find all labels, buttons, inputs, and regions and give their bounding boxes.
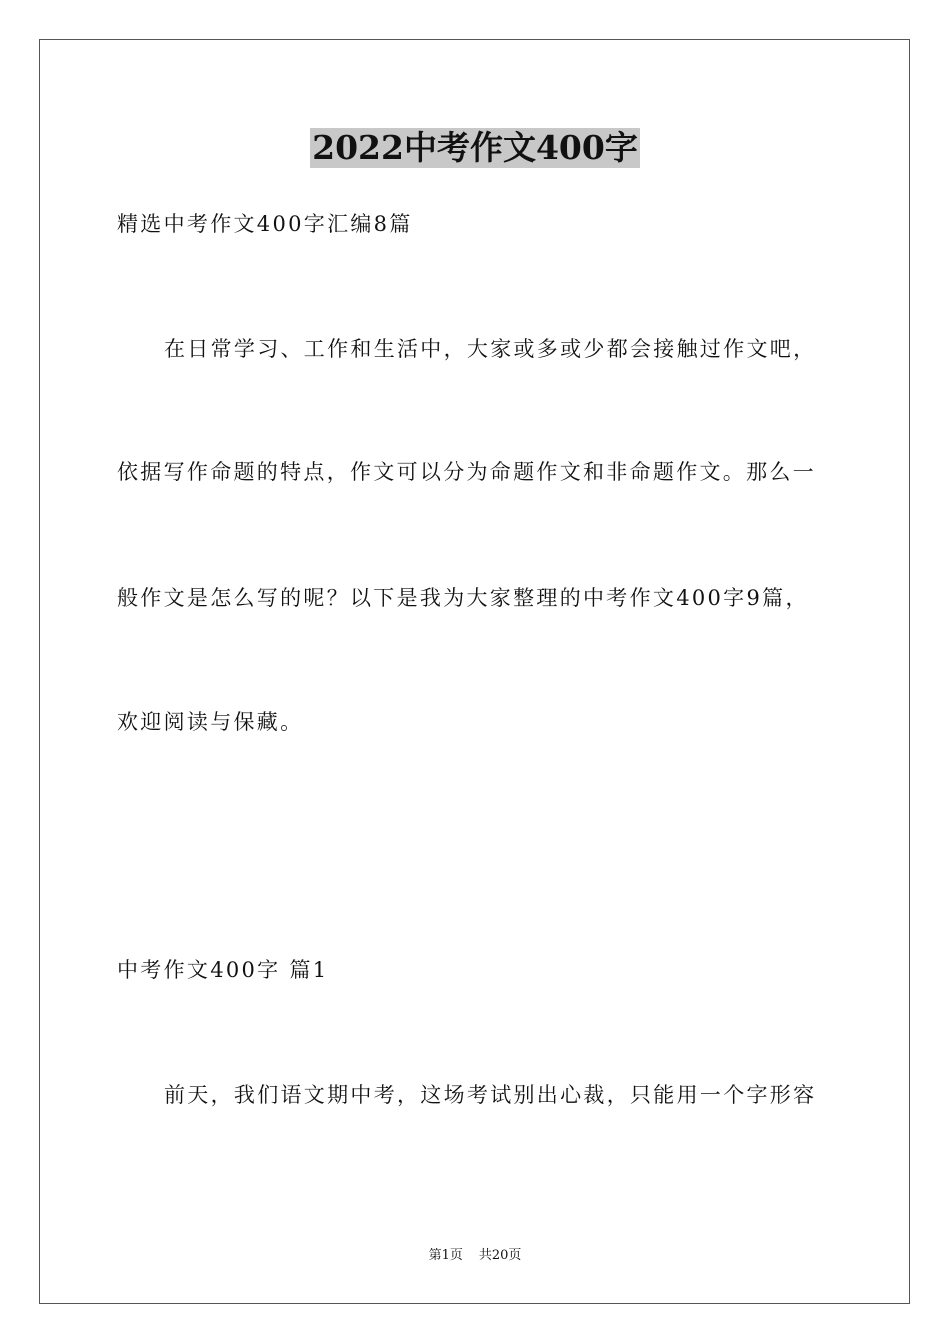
section-heading: 中考作文400字 篇1 <box>117 958 329 982</box>
intro-paragraph-line: 依据写作命题的特点，作文可以分为命题作文和非命题作文。那么一 <box>117 460 816 484</box>
page-number: 第1页 <box>428 1248 463 1263</box>
document-title: 2022中考作文400字 <box>312 128 638 167</box>
intro-paragraph-line: 般作文是怎么写的呢？以下是我为大家整理的中考作文400字9篇， <box>117 586 809 610</box>
page-total: 共20页 <box>478 1248 522 1263</box>
document-subtitle: 精选中考作文400字汇编8篇 <box>117 212 413 236</box>
intro-paragraph-line: 欢迎阅读与保藏。 <box>117 710 304 734</box>
section-paragraph-line: 前天，我们语文期中考，这场考试别出心裁，只能用一个字形容 <box>164 1083 817 1107</box>
page-footer <box>0 1248 950 1264</box>
title-container <box>0 128 950 168</box>
intro-paragraph-line: 在日常学习、工作和生活中，大家或多或少都会接触过作文吧， <box>164 337 817 361</box>
